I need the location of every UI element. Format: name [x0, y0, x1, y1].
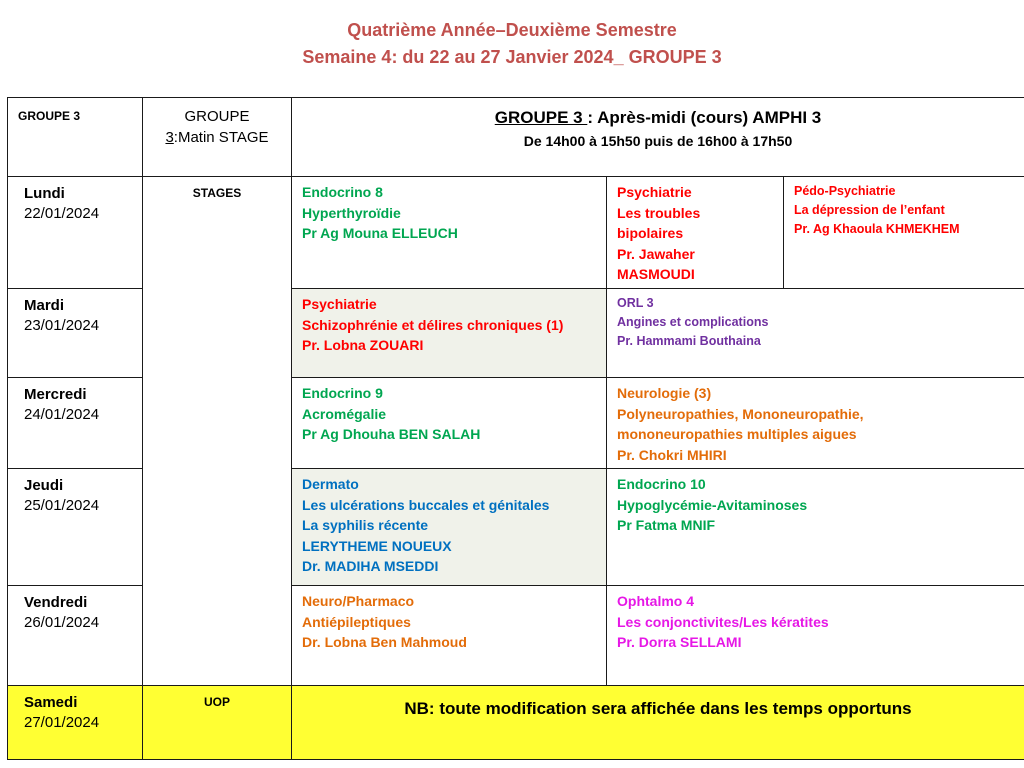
- afternoon-header-cell: [292, 98, 1024, 177]
- course-title: Psychiatrie: [617, 184, 692, 200]
- group-header-cell: GROUPE 3: [8, 98, 143, 177]
- course-teacher: Pr. Ag Khaoula KHMEKHEM: [794, 222, 960, 236]
- course-title: Ophtalmo 4: [617, 593, 695, 609]
- morning-header-group-number: 3: [165, 129, 174, 146]
- day-date: 23/01/2024: [24, 317, 100, 334]
- course-topic: mononeuropathies multiples aigues: [617, 426, 857, 442]
- table-row: [8, 686, 1024, 760]
- course-title: Endocrino 8: [302, 184, 383, 200]
- day-name: Jeudi: [24, 477, 64, 494]
- course-title: Neuro/Pharmaco: [302, 593, 415, 609]
- course-lundi-2: [607, 177, 784, 289]
- course-vendredi-2: [607, 586, 1024, 686]
- course-topic: Les ulcérations buccales et génitales: [302, 496, 550, 513]
- day-date: 27/01/2024: [24, 714, 100, 731]
- course-mardi-2: [607, 289, 1024, 378]
- course-topic: Hyperthyroïdie: [302, 204, 401, 221]
- uop-cell: UOP: [143, 686, 292, 760]
- course-vendredi-1: [292, 586, 607, 686]
- course-topic: La dépression de l’enfant: [794, 203, 945, 217]
- morning-header-cell: [143, 98, 292, 177]
- course-title: Endocrino 10: [617, 476, 706, 492]
- day-date: 25/01/2024: [24, 497, 100, 514]
- course-topic: Angines et complications: [617, 315, 769, 329]
- day-name: Vendredi: [24, 594, 88, 611]
- course-mardi-1: [292, 289, 607, 378]
- course-topic: La syphilis récente: [302, 517, 429, 533]
- course-topic: LERYTHEME NOUEUX: [302, 537, 452, 554]
- course-mercredi-1: [292, 378, 607, 469]
- course-teacher: Dr. Lobna Ben Mahmoud: [302, 634, 467, 650]
- course-jeudi-2: [607, 469, 1024, 586]
- course-title: ORL 3: [617, 296, 654, 310]
- course-topic: Acromégalie: [302, 405, 387, 422]
- afternoon-hours: De 14h00 à 15h50 puis de 16h00 à 17h50: [523, 133, 793, 149]
- course-mercredi-2: [607, 378, 1024, 469]
- day-cell-samedi: [8, 686, 143, 760]
- morning-header-line2: :Matin STAGE: [173, 129, 269, 146]
- course-title: Endocrino 9: [302, 385, 383, 401]
- day-name: Mardi: [24, 297, 65, 314]
- course-teacher: Pr Fatma MNIF: [617, 517, 716, 533]
- course-topic: Polyneuropathies, Mononeuropathie,: [617, 405, 864, 422]
- morning-header-line1: GROUPE: [184, 108, 250, 125]
- course-topic: bipolaires: [617, 225, 684, 241]
- course-teacher: Pr Ag Dhouha BEN SALAH: [302, 426, 481, 442]
- afternoon-header-title: [292, 106, 1024, 130]
- day-cell-lundi: [8, 177, 143, 289]
- day-date: 26/01/2024: [24, 614, 100, 631]
- course-topic: Hypoglycémie-Avitaminoses: [617, 496, 808, 513]
- course-teacher: Pr. Jawaher: [617, 245, 695, 262]
- course-title: Neurologie (3): [617, 385, 712, 401]
- day-name: Mercredi: [24, 386, 87, 403]
- table-row: [8, 177, 1024, 289]
- note-cell: NB: toute modification sera affichée dans les temps opportuns: [292, 686, 1024, 760]
- course-jeudi-1: [292, 469, 607, 586]
- course-teacher: Pr Ag Mouna ELLEUCH: [302, 225, 458, 241]
- day-cell-jeudi: [8, 469, 143, 586]
- day-cell-mardi: [8, 289, 143, 378]
- day-name: Lundi: [24, 185, 65, 202]
- course-title: Pédo-Psychiatrie: [794, 184, 896, 198]
- afternoon-group-label: GROUPE 3: [494, 108, 588, 127]
- day-date: 24/01/2024: [24, 406, 100, 423]
- page-title: Quatrième Année–Deuxième Semestre: [347, 20, 677, 40]
- course-topic: Schizophrénie et délires chroniques (1): [302, 316, 564, 333]
- course-topic: Les troubles: [617, 204, 701, 221]
- course-topic: Les conjonctivites/Les kératites: [617, 613, 829, 630]
- course-lundi-3: [784, 177, 1024, 289]
- course-teacher: MASMOUDI: [617, 266, 695, 282]
- schedule-table: [7, 97, 1024, 760]
- course-teacher: Pr. Dorra SELLAMI: [617, 634, 742, 650]
- day-name: Samedi: [24, 694, 78, 711]
- afternoon-header-rest: : Après-midi (cours) AMPHI 3: [587, 108, 822, 127]
- stages-cell: STAGES: [143, 177, 292, 686]
- course-teacher: Pr. Lobna ZOUARI: [302, 337, 424, 353]
- day-cell-mercredi: [8, 378, 143, 469]
- course-teacher: Pr. Chokri MHIRI: [617, 446, 727, 463]
- course-lundi-1: [292, 177, 607, 289]
- page-subtitle: Semaine 4: du 22 au 27 Janvier 2024_ GROUPE 3: [302, 47, 722, 67]
- course-teacher: Pr. Hammami Bouthaina: [617, 334, 761, 348]
- course-topic: Antiépileptiques: [302, 613, 411, 630]
- day-date: 22/01/2024: [24, 205, 100, 222]
- header-row: [8, 98, 1024, 177]
- course-title: Psychiatrie: [302, 296, 377, 312]
- day-cell-vendredi: [8, 586, 143, 686]
- course-title: Dermato: [302, 476, 359, 492]
- course-teacher: Dr. MADIHA MSEDDI: [302, 558, 439, 574]
